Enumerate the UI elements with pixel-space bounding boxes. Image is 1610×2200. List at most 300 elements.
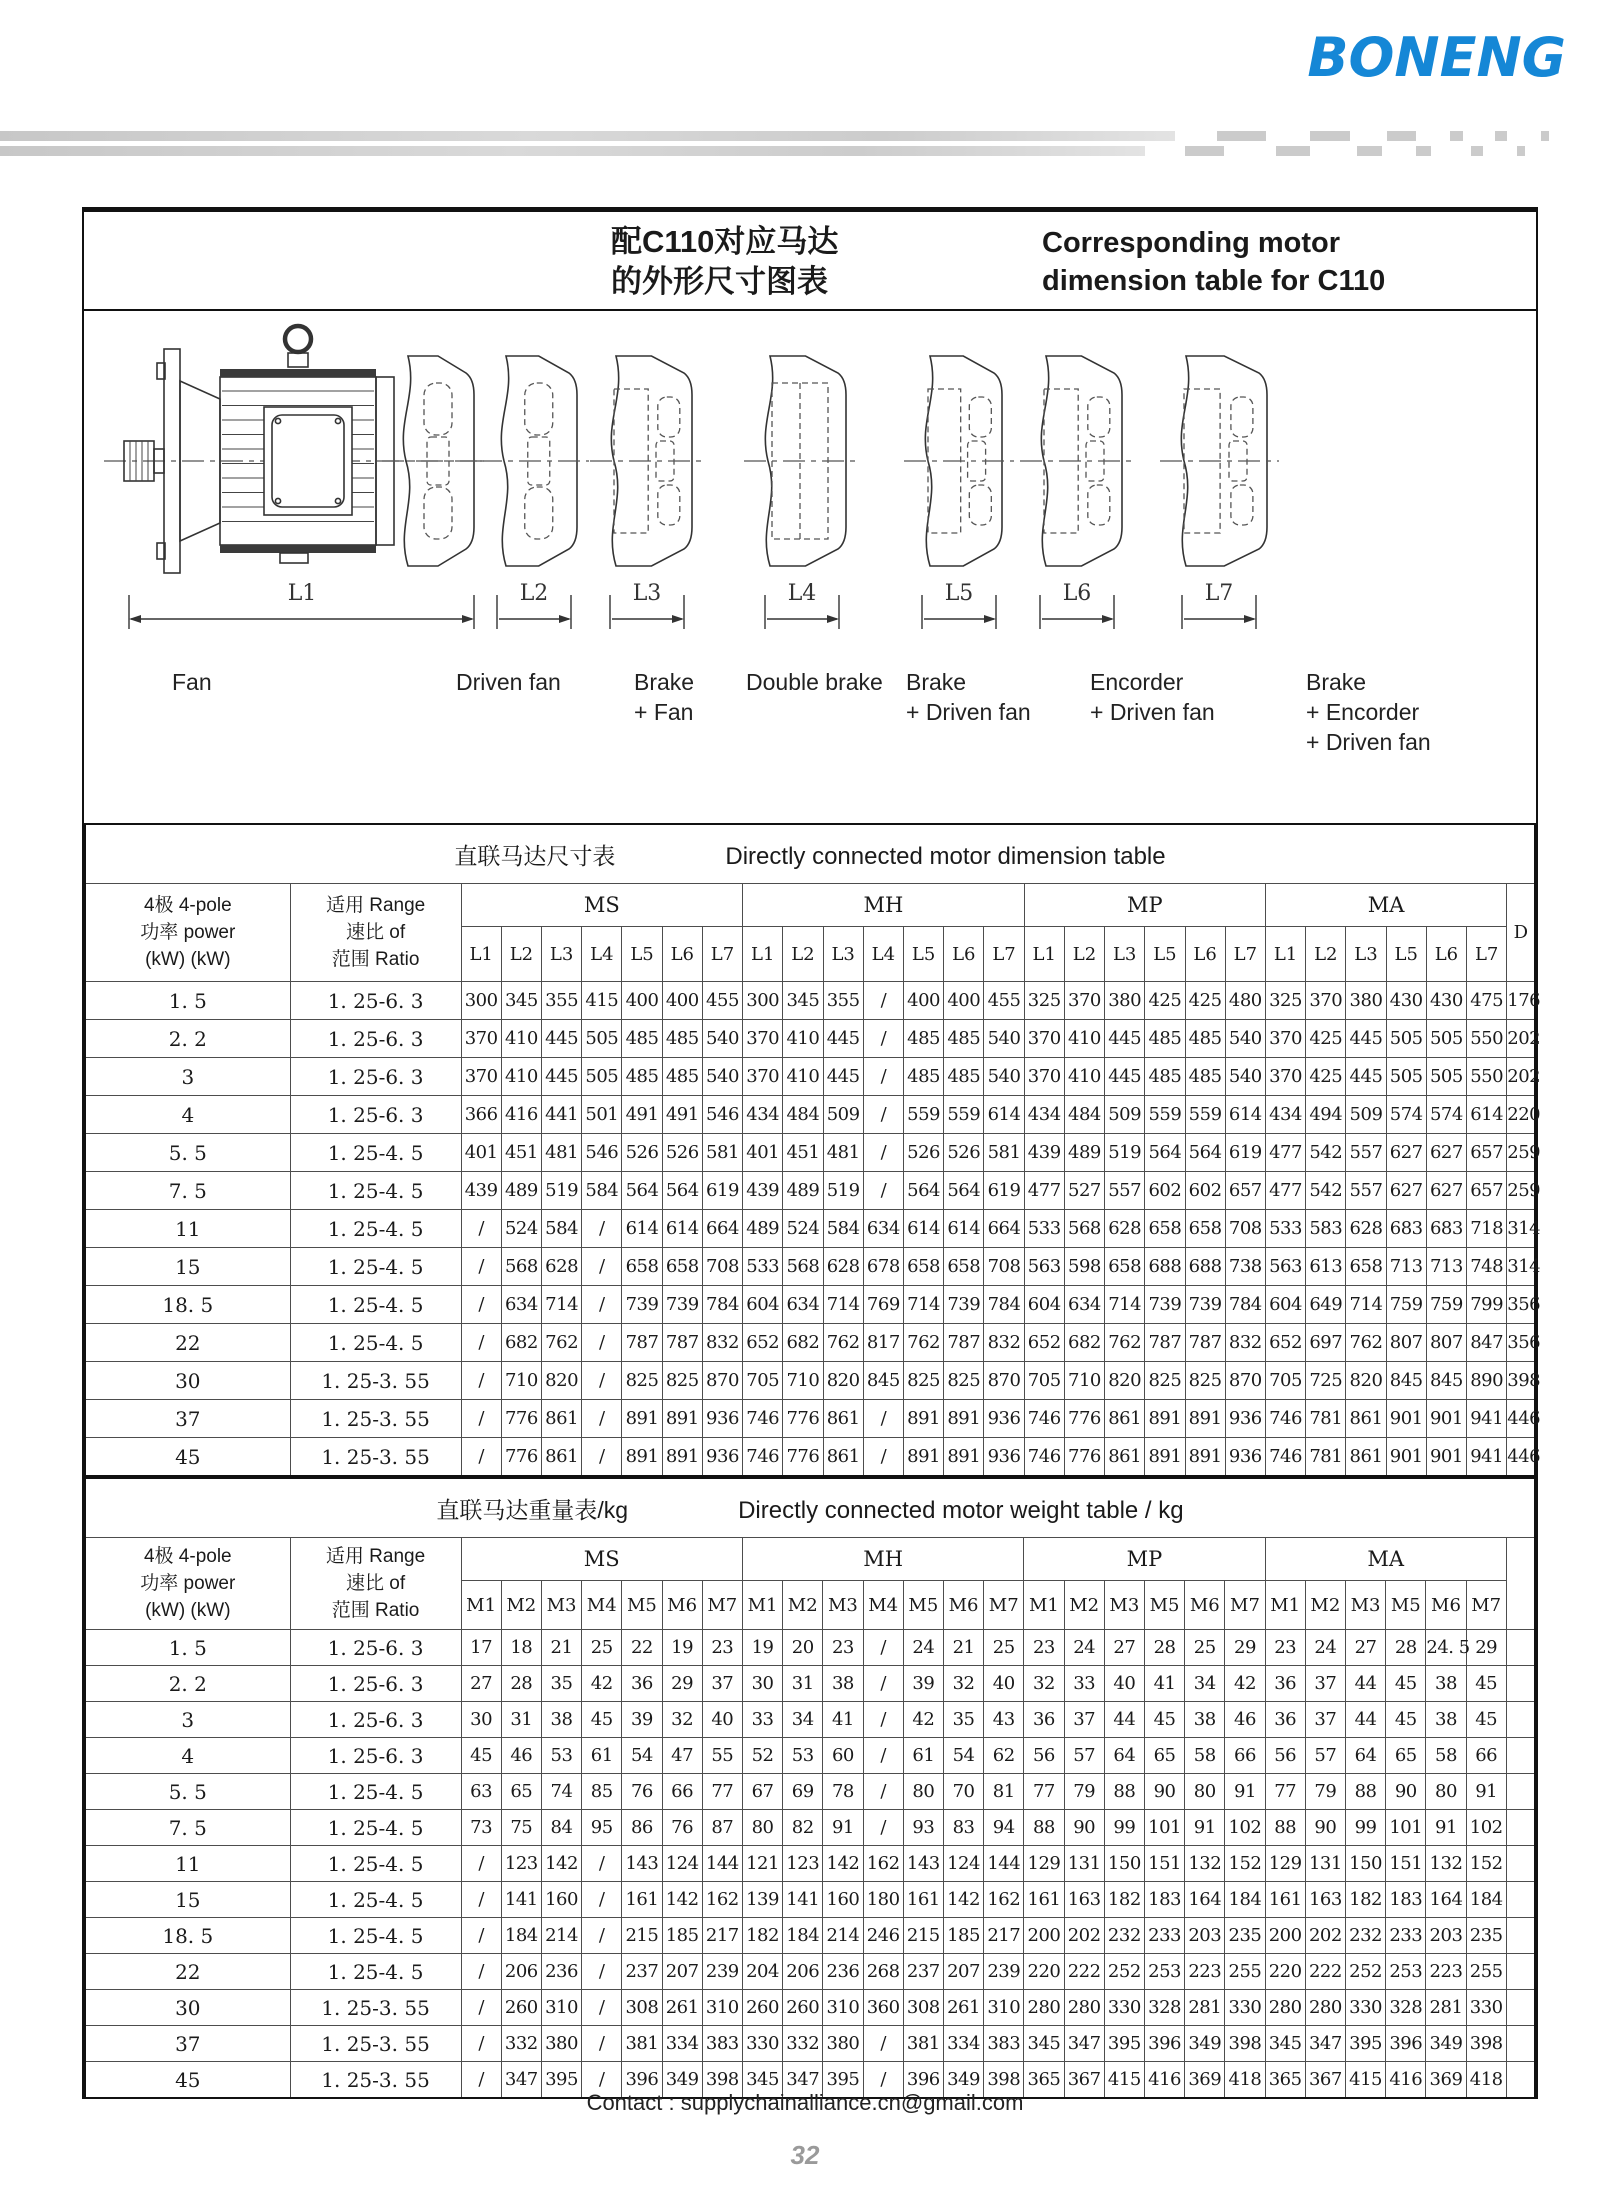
value-cell: 349 [662,2062,702,2099]
variant-caption [1306,667,1431,757]
value-cell: 710 [783,1362,823,1400]
value-cell: 475 [1467,982,1507,1020]
value-cell: 505 [1386,1020,1426,1058]
value-cell: 131 [1305,1846,1345,1882]
dim-label-l2: L2 [519,581,549,606]
value-cell: 891 [662,1438,702,1477]
value-cell: 395 [1104,2026,1144,2062]
value-cell: 38 [541,1702,581,1738]
value-cell: 664 [702,1210,742,1248]
value-cell: / [461,2026,501,2062]
value-cell: 39 [622,1702,662,1738]
value-cell: 614 [984,1096,1024,1134]
power-header-line: 功率 power [140,1573,236,1594]
value-cell: 738 [1225,1248,1265,1286]
dim-label-l3: L3 [632,581,662,606]
value-cell: 395 [823,2062,863,2099]
value-cell: / [582,1400,622,1438]
value-cell: 485 [622,1020,662,1058]
value-cell: 861 [1105,1438,1145,1477]
value-cell: 310 [541,1990,581,2026]
value-cell: 45 [582,1702,622,1738]
value-cell: 477 [1265,1172,1305,1210]
value-cell: 688 [1145,1248,1185,1286]
value-cell: 776 [1064,1438,1104,1477]
value-cell: 101 [1386,1810,1426,1846]
value-cell: 252 [1345,1954,1385,1990]
value-cell: 762 [823,1324,863,1362]
dim-label-l7: L7 [1204,581,1234,606]
value-cell: 23 [1024,1630,1064,1666]
page-title-en [1042,224,1385,300]
value-cell: 370 [1265,1058,1305,1096]
header-stripe-bottom [0,146,1610,156]
value-cell: 383 [702,2026,742,2062]
value-cell: 870 [984,1362,1024,1400]
value-cell: 395 [541,2062,581,2099]
value-cell: 480 [1225,982,1265,1020]
value-cell: 25 [582,1630,622,1666]
value-cell: 180 [863,1882,903,1918]
value-cell: 787 [662,1324,702,1362]
value-cell: 380 [823,2026,863,2062]
value-cell: 398 [702,2062,742,2099]
fan-blade [1088,485,1110,525]
ratio-header-line: 速比 of [346,922,406,943]
power-header-line: 4极 4-pole [143,895,232,916]
value-cell: 533 [1024,1210,1064,1248]
value-cell: 30 [742,1666,782,1702]
value-cell: 185 [662,1918,702,1954]
fan-blade [658,485,680,525]
value-cell: 634 [1064,1286,1104,1324]
value-cell: 217 [984,1918,1024,1954]
value-cell: 161 [1265,1882,1305,1918]
value-cell: 44 [1345,1702,1385,1738]
value-cell: 142 [943,1882,983,1918]
caption-line: + Driven fan [1306,729,1431,755]
value-cell: 74 [541,1774,581,1810]
caption-line: Fan [172,669,212,695]
value-cell: 614 [1467,1096,1507,1134]
stripe-dash [1276,146,1310,156]
value-cell: 123 [783,1846,823,1882]
value-cell: 56 [1265,1738,1305,1774]
value-cell: / [461,1918,501,1954]
value-cell: 27 [1104,1630,1144,1666]
value-cell: 485 [1185,1058,1225,1096]
value-cell: 861 [542,1400,582,1438]
value-cell: 891 [903,1400,943,1438]
value-cell: 88 [1104,1774,1144,1810]
value-cell: 95 [582,1810,622,1846]
page-title-zh-line2: 的外形尺寸图表 [611,264,828,299]
value-cell: 891 [903,1438,943,1477]
power-cell: 18. 5 [85,1918,290,1954]
value-cell: 657 [1467,1172,1507,1210]
value-cell: / [461,1438,501,1477]
value-cell: 901 [1426,1438,1466,1477]
value-cell: 891 [662,1400,702,1438]
value-cell: 759 [1386,1286,1426,1324]
col-header: L2 [1306,927,1346,982]
value-cell: 870 [1225,1362,1265,1400]
value-cell: 825 [662,1362,702,1400]
value-cell: / [863,1020,903,1058]
value-cell: 725 [1306,1362,1346,1400]
value-cell: 739 [1145,1286,1185,1324]
value-cell: 628 [1105,1210,1145,1248]
value-cell: 781 [1306,1438,1346,1477]
value-cell: 714 [1346,1286,1386,1324]
value-cell: 215 [903,1918,943,1954]
col-header: L6 [1185,927,1225,982]
value-cell: 505 [582,1058,622,1096]
value-cell: 204 [742,1954,782,1990]
value-cell: 99 [1104,1810,1144,1846]
value-cell: 85 [582,1774,622,1810]
value-cell: 330 [1104,1990,1144,2026]
col-header: L4 [863,927,903,982]
table-title-zh: 直联马达尺寸表 [454,842,616,869]
col-header: L3 [1346,927,1386,982]
table-title-row [85,824,1535,884]
value-cell: 936 [702,1400,742,1438]
stripe-dash [1387,131,1416,141]
value-cell: 76 [662,1810,702,1846]
value-cell: 60 [823,1738,863,1774]
value-cell: 936 [984,1400,1024,1438]
last-value-cell: 202 [1507,1058,1535,1096]
value-cell: 43 [984,1702,1024,1738]
value-cell: 45 [1386,1702,1426,1738]
value-cell: 861 [1346,1400,1386,1438]
last-col-header [1506,1538,1535,1630]
ratio-cell: 1. 25-4. 5 [290,1774,461,1810]
value-cell: 360 [863,1990,903,2026]
arrow-head [129,615,141,623]
value-cell: 901 [1426,1400,1466,1438]
value-cell: 401 [461,1134,501,1172]
value-cell: 54 [622,1738,662,1774]
value-cell: 477 [1265,1134,1305,1172]
value-cell: 505 [1426,1020,1466,1058]
value-cell: 151 [1144,1846,1184,1882]
value-cell: 23 [1265,1630,1305,1666]
fan-blade [525,487,553,539]
value-cell: 568 [501,1248,541,1286]
power-cell: 45 [85,1438,290,1477]
value-cell: 584 [582,1172,622,1210]
value-cell: 568 [1064,1210,1104,1248]
value-cell: 261 [662,1990,702,2026]
page-title-en-line1: Corresponding motor [1042,227,1341,259]
ratio-header-line: 范围 Ratio [331,949,420,970]
power-cell: 3 [85,1058,290,1096]
value-cell: 505 [582,1020,622,1058]
value-cell: 776 [1064,1400,1104,1438]
value-cell: 88 [1265,1810,1305,1846]
value-cell: 484 [783,1096,823,1134]
value-cell: 787 [1145,1324,1185,1362]
value-cell: 546 [702,1096,742,1134]
value-cell: 121 [742,1846,782,1882]
value-cell: 602 [1185,1172,1225,1210]
value-cell: 365 [1265,2062,1305,2099]
ratio-cell: 1. 25-6. 3 [290,1630,461,1666]
value-cell: / [582,1438,622,1477]
value-cell: / [582,1918,622,1954]
value-cell: 418 [1466,2062,1506,2099]
value-cell: 710 [1064,1362,1104,1400]
value-cell: 891 [1185,1400,1225,1438]
power-header-line: 功率 power [140,922,236,943]
value-cell: 509 [1346,1096,1386,1134]
value-cell: / [461,1362,501,1400]
value-cell: 688 [1185,1248,1225,1286]
caption-line: + Driven fan [906,699,1031,725]
value-cell: 564 [903,1172,943,1210]
ratio-cell: 1. 25-3. 55 [290,1990,461,2026]
value-cell: 370 [461,1020,501,1058]
value-cell: 861 [1346,1438,1386,1477]
value-cell: 21 [943,1630,983,1666]
value-cell: 347 [1305,2026,1345,2062]
value-cell: 280 [1064,1990,1104,2026]
value-cell: / [461,1954,501,1990]
value-cell: 526 [622,1134,662,1172]
value-cell: 57 [1064,1738,1104,1774]
value-cell: 380 [1105,982,1145,1020]
arrow-head [559,615,571,623]
value-cell: 142 [662,1882,702,1918]
value-cell: 162 [702,1882,742,1918]
power-cell: 7. 5 [85,1810,290,1846]
value-cell: 485 [903,1020,943,1058]
fan-blade [969,485,991,525]
fan-blade [1231,397,1253,437]
value-cell: 183 [1144,1882,1184,1918]
value-cell: 649 [1306,1286,1346,1324]
variant-caption [456,667,561,697]
value-cell: 784 [1225,1286,1265,1324]
value-cell: 132 [1426,1846,1466,1882]
table-title-en: Directly connected motor dimension table [725,842,1166,870]
value-cell: 83 [943,1810,983,1846]
value-cell: 88 [1024,1810,1064,1846]
last-value-cell: 446 [1507,1400,1535,1438]
value-cell: 557 [1105,1172,1145,1210]
value-cell: 90 [1144,1774,1184,1810]
value-cell: 481 [823,1134,863,1172]
ratio-cell: 1. 25-4. 5 [290,1210,461,1248]
group-header-ms: MS [461,884,743,927]
value-cell: 185 [943,1918,983,1954]
value-cell: 451 [783,1134,823,1172]
value-cell: 705 [743,1362,783,1400]
stripe-dash [1495,131,1507,141]
value-cell: 410 [501,1020,541,1058]
value-cell: 901 [1386,1400,1426,1438]
stripe-dash [1450,131,1463,141]
value-cell: 90 [1064,1810,1104,1846]
table-row [85,1058,1535,1096]
value-cell: 142 [823,1846,863,1882]
value-cell: 845 [1386,1362,1426,1400]
value-cell: 628 [1346,1210,1386,1248]
value-cell: 65 [1144,1738,1184,1774]
value-cell: 430 [1386,982,1426,1020]
value-cell: 325 [1024,982,1064,1020]
value-cell: 784 [984,1286,1024,1324]
value-cell: 252 [1104,1954,1144,1990]
fan-blade [1088,397,1110,437]
value-cell: 46 [501,1738,541,1774]
value-cell: 70 [943,1774,983,1810]
value-cell: 58 [1185,1738,1225,1774]
value-cell: 415 [1345,2062,1385,2099]
value-cell: 891 [1145,1438,1185,1477]
value-cell: 184 [1466,1882,1506,1918]
power-cell: 37 [85,1400,290,1438]
value-cell: 81 [984,1774,1024,1810]
value-cell: 509 [1105,1096,1145,1134]
value-cell: 430 [1426,982,1466,1020]
value-cell: 614 [903,1210,943,1248]
table-row [85,1882,1535,1918]
value-cell: 604 [743,1286,783,1324]
value-cell: 678 [863,1248,903,1286]
col-header: M7 [984,1581,1024,1630]
value-cell: 310 [702,1990,742,2026]
value-cell: 410 [783,1058,823,1096]
value-cell: / [863,1438,903,1477]
value-cell: 38 [1426,1666,1466,1702]
value-cell: 820 [1105,1362,1145,1400]
value-cell: 345 [742,2062,782,2099]
value-cell: 214 [823,1918,863,1954]
value-cell: / [461,1882,501,1918]
value-cell: 559 [944,1096,984,1134]
value-cell: 56 [1024,1738,1064,1774]
value-cell: 280 [1265,1990,1305,2026]
caption-line: + Encorder [1306,699,1420,725]
value-cell: 182 [742,1918,782,1954]
value-cell: 559 [1185,1096,1225,1134]
value-cell: 557 [1346,1134,1386,1172]
value-cell: 769 [863,1286,903,1324]
value-cell: 332 [501,2026,541,2062]
value-cell: 847 [1467,1324,1507,1362]
col-header: L6 [1426,927,1466,982]
value-cell: 658 [1105,1248,1145,1286]
value-cell: 533 [1265,1210,1305,1248]
group-header-ms: MS [461,1538,742,1581]
power-cell: 18. 5 [85,1286,290,1324]
stripe-dash [1471,146,1483,156]
value-cell: 445 [1105,1058,1145,1096]
last-value-cell [1506,1702,1535,1738]
col-header: L1 [1024,927,1064,982]
fan-blade [424,383,452,435]
col-header: M2 [783,1581,823,1630]
value-cell: 334 [943,2026,983,2062]
value-cell: 369 [1426,2062,1466,2099]
value-cell: 825 [622,1362,662,1400]
table-row [85,1954,1535,1990]
value-cell: 748 [1467,1248,1507,1286]
value-cell: 206 [501,1954,541,1990]
value-cell: 28 [1144,1630,1184,1666]
value-cell: 184 [783,1918,823,1954]
value-cell: 77 [1265,1774,1305,1810]
power-header-line: (kW) (kW) [145,949,231,970]
value-cell: 77 [1024,1774,1064,1810]
value-cell: 381 [622,2026,662,2062]
value-cell: 91 [823,1810,863,1846]
value-cell: 604 [1265,1286,1305,1324]
value-cell: 142 [541,1846,581,1882]
value-cell: 253 [1386,1954,1426,1990]
value-cell: 658 [662,1248,702,1286]
value-cell: 99 [1345,1810,1385,1846]
value-cell: 584 [823,1210,863,1248]
value-cell: 787 [1185,1324,1225,1362]
value-cell: 37 [702,1666,742,1702]
value-cell: 568 [783,1248,823,1286]
value-cell: 86 [622,1810,662,1846]
value-cell: 94 [984,1810,1024,1846]
value-cell: 540 [702,1020,742,1058]
table-row [85,1134,1535,1172]
value-cell: 42 [582,1666,622,1702]
value-cell: 36 [1265,1702,1305,1738]
value-cell: 281 [1185,1990,1225,2026]
value-cell: 144 [984,1846,1024,1882]
col-header: M7 [702,1581,742,1630]
stripe-dash [1517,146,1525,156]
variant-caption [906,667,1031,727]
power-cell: 5. 5 [85,1134,290,1172]
col-header: M1 [461,1581,501,1630]
group-header-ma: MA [1265,884,1506,927]
value-cell: 370 [743,1058,783,1096]
value-cell: 697 [1306,1324,1346,1362]
caption-line: + Fan [634,699,694,725]
value-cell: 759 [1426,1286,1466,1324]
value-cell: 24 [1305,1630,1345,1666]
table-title [85,824,1535,884]
value-cell: 891 [1145,1400,1185,1438]
value-cell: 160 [823,1882,863,1918]
value-cell: 861 [542,1438,582,1477]
value-cell: 93 [903,1810,943,1846]
value-cell: 627 [1386,1172,1426,1210]
value-cell: 182 [1345,1882,1385,1918]
value-cell: 564 [944,1172,984,1210]
value-cell: 416 [1386,2062,1426,2099]
drain-plug [280,553,308,563]
last-value-cell: 314 [1507,1248,1535,1286]
stripe-dash [1541,131,1549,141]
value-cell: 45 [1386,1666,1426,1702]
value-cell: / [461,1210,501,1248]
value-cell: 163 [1305,1882,1345,1918]
value-cell: 131 [1064,1846,1104,1882]
value-cell: / [461,1286,501,1324]
value-cell: 332 [783,2026,823,2062]
last-value-cell [1506,1882,1535,1918]
